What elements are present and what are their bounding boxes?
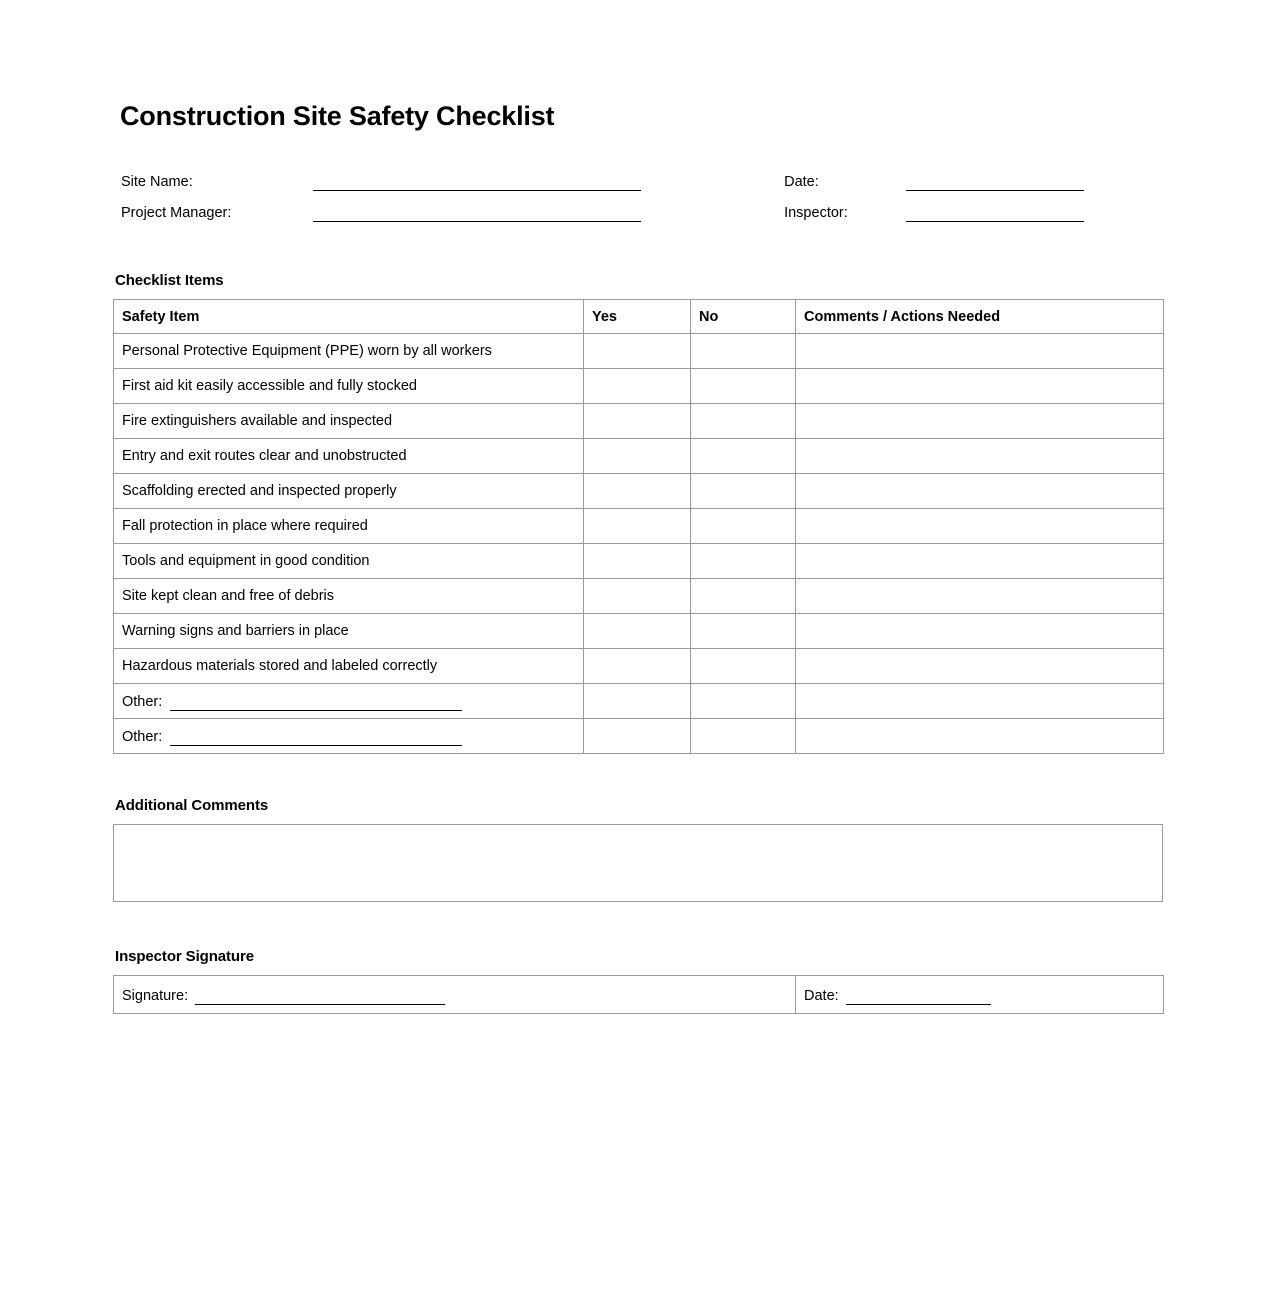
date-input[interactable]: [906, 177, 1084, 191]
column-header-yes: Yes: [584, 300, 691, 334]
safety-item-cell: Personal Protective Equipment (PPE) worn by all workers: [114, 334, 584, 369]
other-label: Other:: [122, 729, 163, 745]
signature-row: [114, 976, 1164, 1014]
table-row: [114, 544, 1164, 579]
comments-cell[interactable]: [796, 439, 1164, 474]
table-row: [114, 439, 1164, 474]
yes-checkbox-cell[interactable]: [584, 544, 691, 579]
checklist-table: [113, 299, 1164, 754]
header-field-row: [121, 191, 1163, 222]
yes-checkbox-cell[interactable]: [584, 614, 691, 649]
page-title: Construction Site Safety Checklist: [120, 101, 555, 131]
yes-checkbox-cell[interactable]: [584, 474, 691, 509]
project-manager-field: [121, 204, 784, 222]
other-input[interactable]: [170, 733, 462, 746]
yes-checkbox-cell[interactable]: [584, 579, 691, 614]
safety-item-cell: Fire extinguishers available and inspected: [114, 404, 584, 439]
yes-checkbox-cell[interactable]: [584, 719, 691, 754]
no-checkbox-cell[interactable]: [691, 544, 796, 579]
comments-cell[interactable]: [796, 334, 1164, 369]
no-checkbox-cell[interactable]: [691, 684, 796, 719]
inspector-field: [784, 204, 1163, 222]
safety-item-cell: Entry and exit routes clear and unobstructed: [114, 439, 584, 474]
other-item-cell: [114, 684, 584, 719]
site-name-label: Site Name:: [121, 174, 193, 190]
no-checkbox-cell[interactable]: [691, 509, 796, 544]
other-input[interactable]: [170, 698, 462, 711]
comments-cell[interactable]: [796, 614, 1164, 649]
no-checkbox-cell[interactable]: [691, 649, 796, 684]
column-header-no: No: [691, 300, 796, 334]
table-row: [114, 649, 1164, 684]
column-header-safety-item: Safety Item: [114, 300, 584, 334]
comments-cell[interactable]: [796, 684, 1164, 719]
table-row: [114, 474, 1164, 509]
comments-cell[interactable]: [796, 544, 1164, 579]
table-row: [114, 509, 1164, 544]
safety-item-cell: Site kept clean and free of debris: [114, 579, 584, 614]
table-row: [114, 404, 1164, 439]
checklist-items-heading: Checklist Items: [115, 272, 224, 289]
yes-checkbox-cell[interactable]: [584, 684, 691, 719]
table-row-other: [114, 684, 1164, 719]
comments-cell[interactable]: [796, 369, 1164, 404]
no-checkbox-cell[interactable]: [691, 439, 796, 474]
table-row-other: [114, 719, 1164, 754]
comments-cell[interactable]: [796, 509, 1164, 544]
safety-item-cell: Fall protection in place where required: [114, 509, 584, 544]
table-row: [114, 614, 1164, 649]
site-name-input[interactable]: [313, 177, 641, 191]
safety-item-cell: Warning signs and barriers in place: [114, 614, 584, 649]
comments-cell[interactable]: [796, 404, 1164, 439]
additional-comments-heading: Additional Comments: [115, 797, 269, 814]
yes-checkbox-cell[interactable]: [584, 439, 691, 474]
safety-item-cell: First aid kit easily accessible and fully stocked: [114, 369, 584, 404]
no-checkbox-cell[interactable]: [691, 404, 796, 439]
inspector-input[interactable]: [906, 208, 1084, 222]
comments-cell[interactable]: [796, 649, 1164, 684]
no-checkbox-cell[interactable]: [691, 614, 796, 649]
other-label: Other:: [122, 694, 163, 710]
signature-cell: [114, 976, 796, 1014]
table-row: [114, 579, 1164, 614]
document-body: [113, 100, 1163, 1014]
signature-input[interactable]: [195, 992, 445, 1005]
yes-checkbox-cell[interactable]: [584, 404, 691, 439]
no-checkbox-cell[interactable]: [691, 369, 796, 404]
signature-date-input[interactable]: [846, 992, 991, 1005]
signature-date-cell: [796, 976, 1164, 1014]
inspector-label: Inspector:: [784, 205, 848, 221]
safety-item-cell: Hazardous materials stored and labeled correctly: [114, 649, 584, 684]
no-checkbox-cell[interactable]: [691, 474, 796, 509]
yes-checkbox-cell[interactable]: [584, 649, 691, 684]
no-checkbox-cell[interactable]: [691, 719, 796, 754]
signature-date-label: Date:: [804, 987, 839, 1004]
header-fields: [121, 160, 1163, 222]
safety-item-cell: Scaffolding erected and inspected properly: [114, 474, 584, 509]
project-manager-label: Project Manager:: [121, 205, 232, 221]
signature-table: [113, 975, 1164, 1014]
no-checkbox-cell[interactable]: [691, 579, 796, 614]
yes-checkbox-cell[interactable]: [584, 369, 691, 404]
comments-cell[interactable]: [796, 474, 1164, 509]
yes-checkbox-cell[interactable]: [584, 509, 691, 544]
project-manager-input[interactable]: [313, 208, 641, 222]
header-field-row: [121, 160, 1163, 191]
date-field: [784, 173, 1163, 191]
table-row: [114, 334, 1164, 369]
yes-checkbox-cell[interactable]: [584, 334, 691, 369]
site-name-field: [121, 173, 784, 191]
additional-comments-textarea[interactable]: [113, 824, 1163, 902]
comments-cell[interactable]: [796, 579, 1164, 614]
other-item-cell: [114, 719, 584, 754]
date-label: Date:: [784, 174, 819, 190]
no-checkbox-cell[interactable]: [691, 334, 796, 369]
comments-cell[interactable]: [796, 719, 1164, 754]
column-header-comments: Comments / Actions Needed: [796, 300, 1164, 334]
signature-label: Signature:: [122, 987, 189, 1004]
safety-item-cell: Tools and equipment in good condition: [114, 544, 584, 579]
table-header-row: [114, 300, 1164, 334]
checklist-table-body: [114, 334, 1164, 754]
inspector-signature-heading: Inspector Signature: [115, 948, 254, 965]
table-row: [114, 369, 1164, 404]
